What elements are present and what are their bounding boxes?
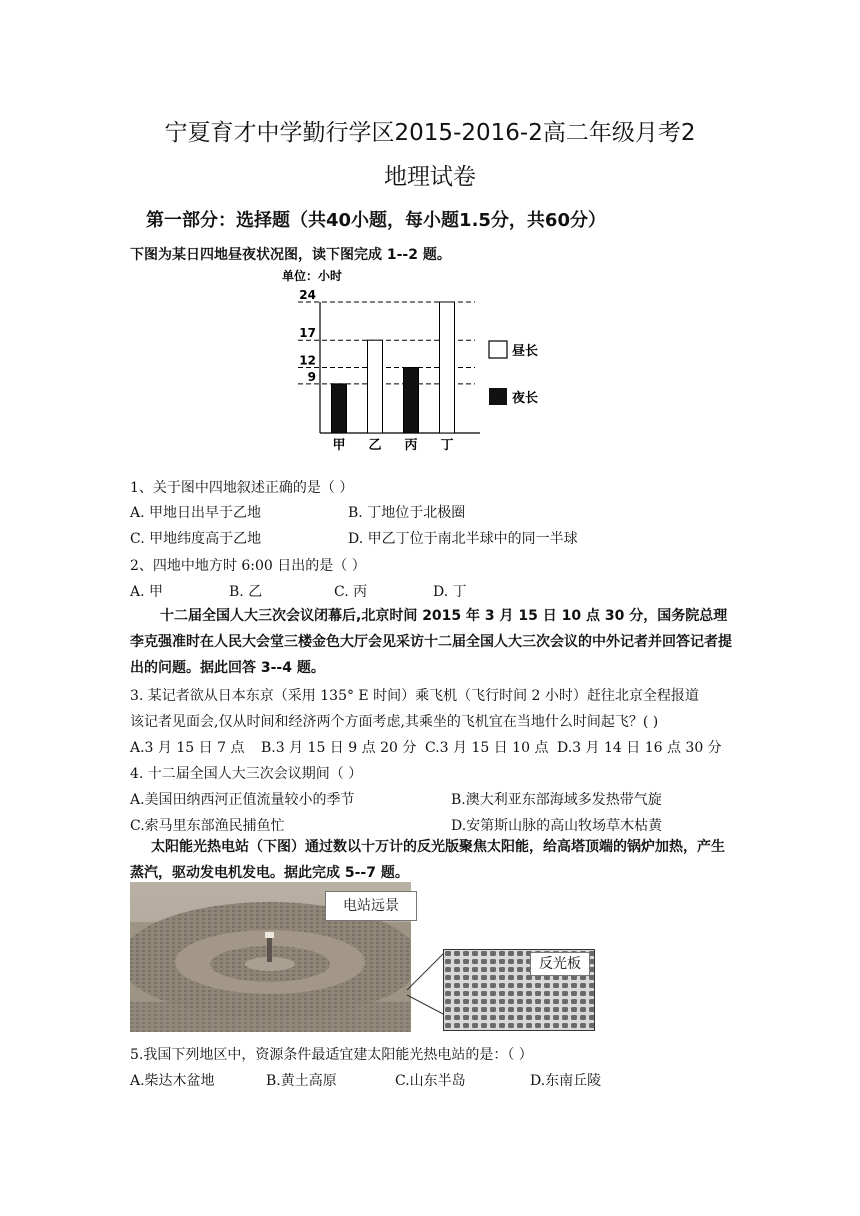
bar-day [440, 302, 455, 433]
q4-option-d: D.安第斯山脉的高山牧场草木枯黄 [451, 818, 663, 834]
q2-option-d: D. 丁 [433, 584, 467, 600]
section-heading: 第一部分：选择题（共40小题，每小题1.5分，共60分） [146, 210, 606, 231]
y-tick-label: 12 [299, 353, 316, 368]
intro-3-4: 十二届全国人大三次会议闭幕后,北京时间 2015 年 3 月 15 日 10 点 30 分，国务院总理李克强准时在人民大会堂三楼金色大厅会见采访十二届全国人大三次会议的中外记者并回答记者提出的问题。据此回答 3--4 题。 [130, 608, 732, 676]
y-tick-label: 24 [299, 288, 316, 302]
reflector-label: 反光板 [530, 952, 590, 976]
legend-swatch-day [489, 341, 507, 358]
bar-night [404, 368, 419, 434]
legend-label-night: 夜长 [512, 391, 539, 406]
intro-5-7: 太阳能光热电站（下图）通过数以十万计的反光版聚焦太阳能，给高塔顶端的锅炉加热，产生蒸汽，驱动发电机发电。据此完成 5--7 题。 [130, 839, 725, 881]
chart-unit-label: 单位：小时 [282, 269, 343, 283]
q3-stem-line1: 3. 某记者欲从日本东京（采用 135° E 时间）乘飞机（飞行时间 2 小时）赶往北京全程报道 [130, 688, 699, 704]
q1-option-b: B. 丁地位于北极圈 [348, 505, 466, 521]
q1-stem: 1、关于图中四地叙述正确的是（ ） [130, 480, 354, 496]
y-tick-label: 9 [307, 369, 316, 384]
x-tick-label: 丁 [440, 438, 454, 453]
x-tick-labels [332, 438, 453, 453]
q4-option-c: C.索马里东部渔民捕鱼忙 [130, 818, 285, 834]
q5-option-d: D.东南丘陵 [530, 1073, 602, 1089]
legend-label-day: 昼长 [512, 344, 539, 359]
y-tick-label: 17 [299, 326, 316, 341]
x-tick-label: 甲 [332, 438, 346, 453]
day-night-chart [270, 266, 590, 462]
q5-option-a: A.柴达木盆地 [130, 1073, 215, 1089]
photo-callout-label: 电站远景 [325, 891, 417, 921]
q1-option-a: A. 甲地日出早于乙地 [130, 505, 262, 521]
q3-option-b: B.3 月 15 日 9 点 20 分 [261, 740, 417, 756]
q1-option-d: D. 甲乙丁位于南北半球中的同一半球 [348, 531, 578, 547]
q3-option-c: C.3 月 15 日 10 点 [425, 740, 549, 756]
bar-night [332, 384, 347, 433]
x-tick-label: 丙 [404, 438, 418, 453]
q2-option-b: B. 乙 [229, 584, 263, 600]
q5-option-c: C.山东半岛 [395, 1073, 466, 1089]
legend-swatch-night [489, 388, 507, 405]
q2-option-a: A. 甲 [130, 584, 164, 600]
exam-subtitle: 地理试卷 [384, 164, 476, 190]
q3-option-a: A.3 月 15 日 7 点 [130, 740, 245, 756]
q5-option-b: B.黄土高原 [266, 1073, 337, 1089]
q3-option-d: D.3 月 14 日 16 点 30 分 [557, 740, 722, 756]
q4-option-b: B.澳大利亚东部海域多发热带气旋 [451, 792, 662, 808]
q1-option-c: C. 甲地纬度高于乙地 [130, 531, 262, 547]
bar-day [368, 340, 383, 433]
q4-option-a: A.美国田纳西河正值流量较小的季节 [130, 792, 355, 808]
exam-title: 宁夏育才中学勤行学区2015-2016-2高二年级月考2 [164, 120, 696, 146]
q2-stem: 2、四地中地方时 6:00 日出的是（ ） [130, 558, 366, 574]
q2-option-c: C. 丙 [334, 584, 368, 600]
q5-stem: 5.我国下列地区中，资源条件最适宜建太阳能光热电站的是：（ ） [130, 1047, 533, 1063]
x-tick-label: 乙 [368, 438, 382, 453]
intro-1-2: 下图为某日四地昼夜状况图，读下图完成 1--2 题。 [130, 247, 451, 263]
q3-stem-line2: 该记者见面会,仅从时间和经济两个方面考虑,其乘坐的飞机宜在当地什么时间起飞？( ) [130, 714, 659, 730]
q4-stem: 4. 十二届全国人大三次会议期间（ ） [130, 766, 363, 782]
